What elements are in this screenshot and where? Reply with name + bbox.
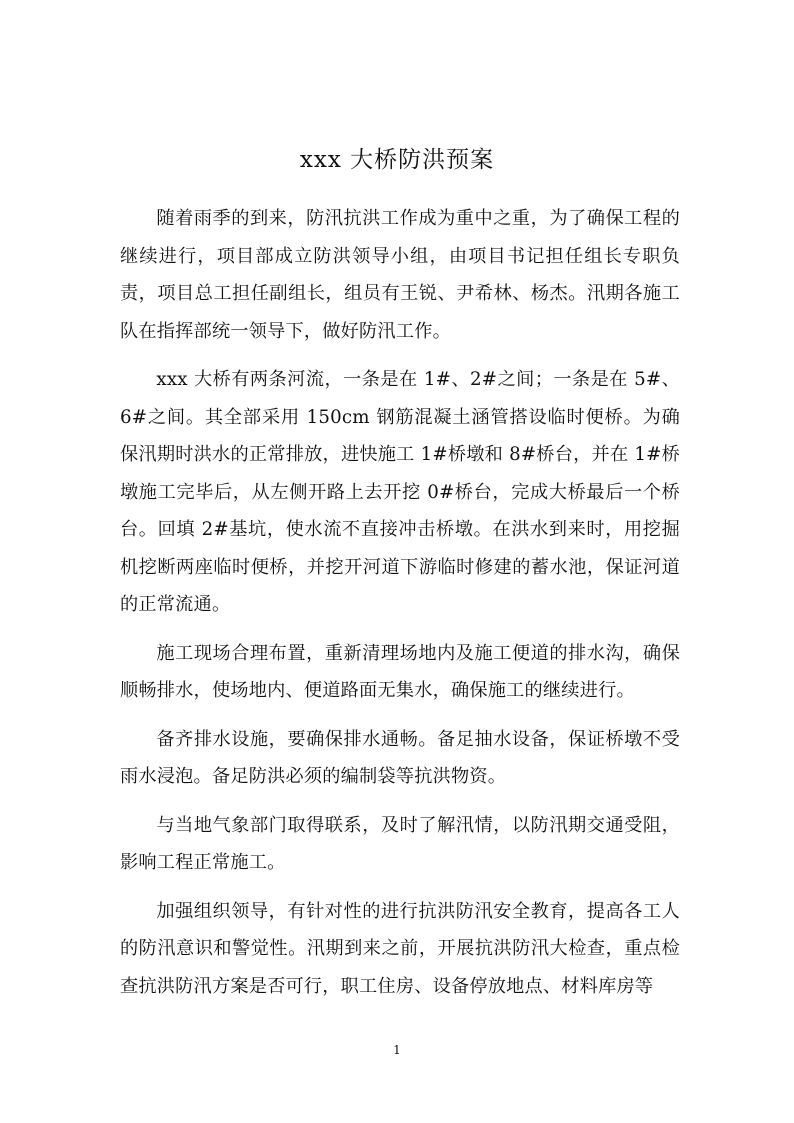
document-title: xxx 大桥防洪预案 bbox=[299, 147, 495, 173]
paragraph-rivers: xxx 大桥有两条河流，一条是在 1#、2#之间；一条是在 5#、6#之间。其全部采用 150cm 钢筋混凝土涵管搭设临时便桥。为确保汛期时洪水的正常排放，进快施工 1#桥墩和 8#桥台，并在 1#桥墩施工完毕后，从左侧开路上去开挖 0#桥台，完成大桥最后一个桥台。回填 2#基坑，使水流不直接冲击桥墩。在洪水到来时，用挖掘机挖断两座临时便桥，并挖开河道下游临时修建的蓄水池，保证河道的正常流通。 bbox=[120, 369, 680, 615]
paragraph-weather: 与当地气象部门取得联系，及时了解汛情，以防汛期交通受阻，影响工程正常施工。 bbox=[120, 814, 680, 873]
paragraph-intro: 随着雨季的到来，防汛抗洪工作成为重中之重，为了确保工程的继续进行，项目部成立防洪领导小组，由项目书记担任组长专职负责，项目总工担任副组长，组员有王锐、尹希林、杨杰。汛期各施工队在指挥部统一领导下，做好防汛工作。 bbox=[120, 208, 680, 342]
paragraph-site-drainage: 施工现场合理布置，重新清理场地内及施工便道的排水沟，确保顺畅排水，使场地内、便道路面无集水，确保施工的继续进行。 bbox=[120, 642, 680, 701]
paragraph-equipment: 备齐排水设施，要确保排水通畅。备足抽水设备，保证桥墩不受雨水浸泡。备足防洪必须的编制袋等抗洪物资。 bbox=[120, 728, 680, 787]
page-number: 1 bbox=[393, 1043, 401, 1057]
paragraph-organization: 加强组织领导，有针对性的进行抗洪防汛安全教育，提高各工人的防汛意识和警觉性。汛期到来之前，开展抗洪防汛大检查，重点检查抗洪防汛方案是否可行，职工住房、设备停放地点、材料库房等 bbox=[120, 900, 680, 997]
document-body bbox=[120, 200, 680, 1016]
